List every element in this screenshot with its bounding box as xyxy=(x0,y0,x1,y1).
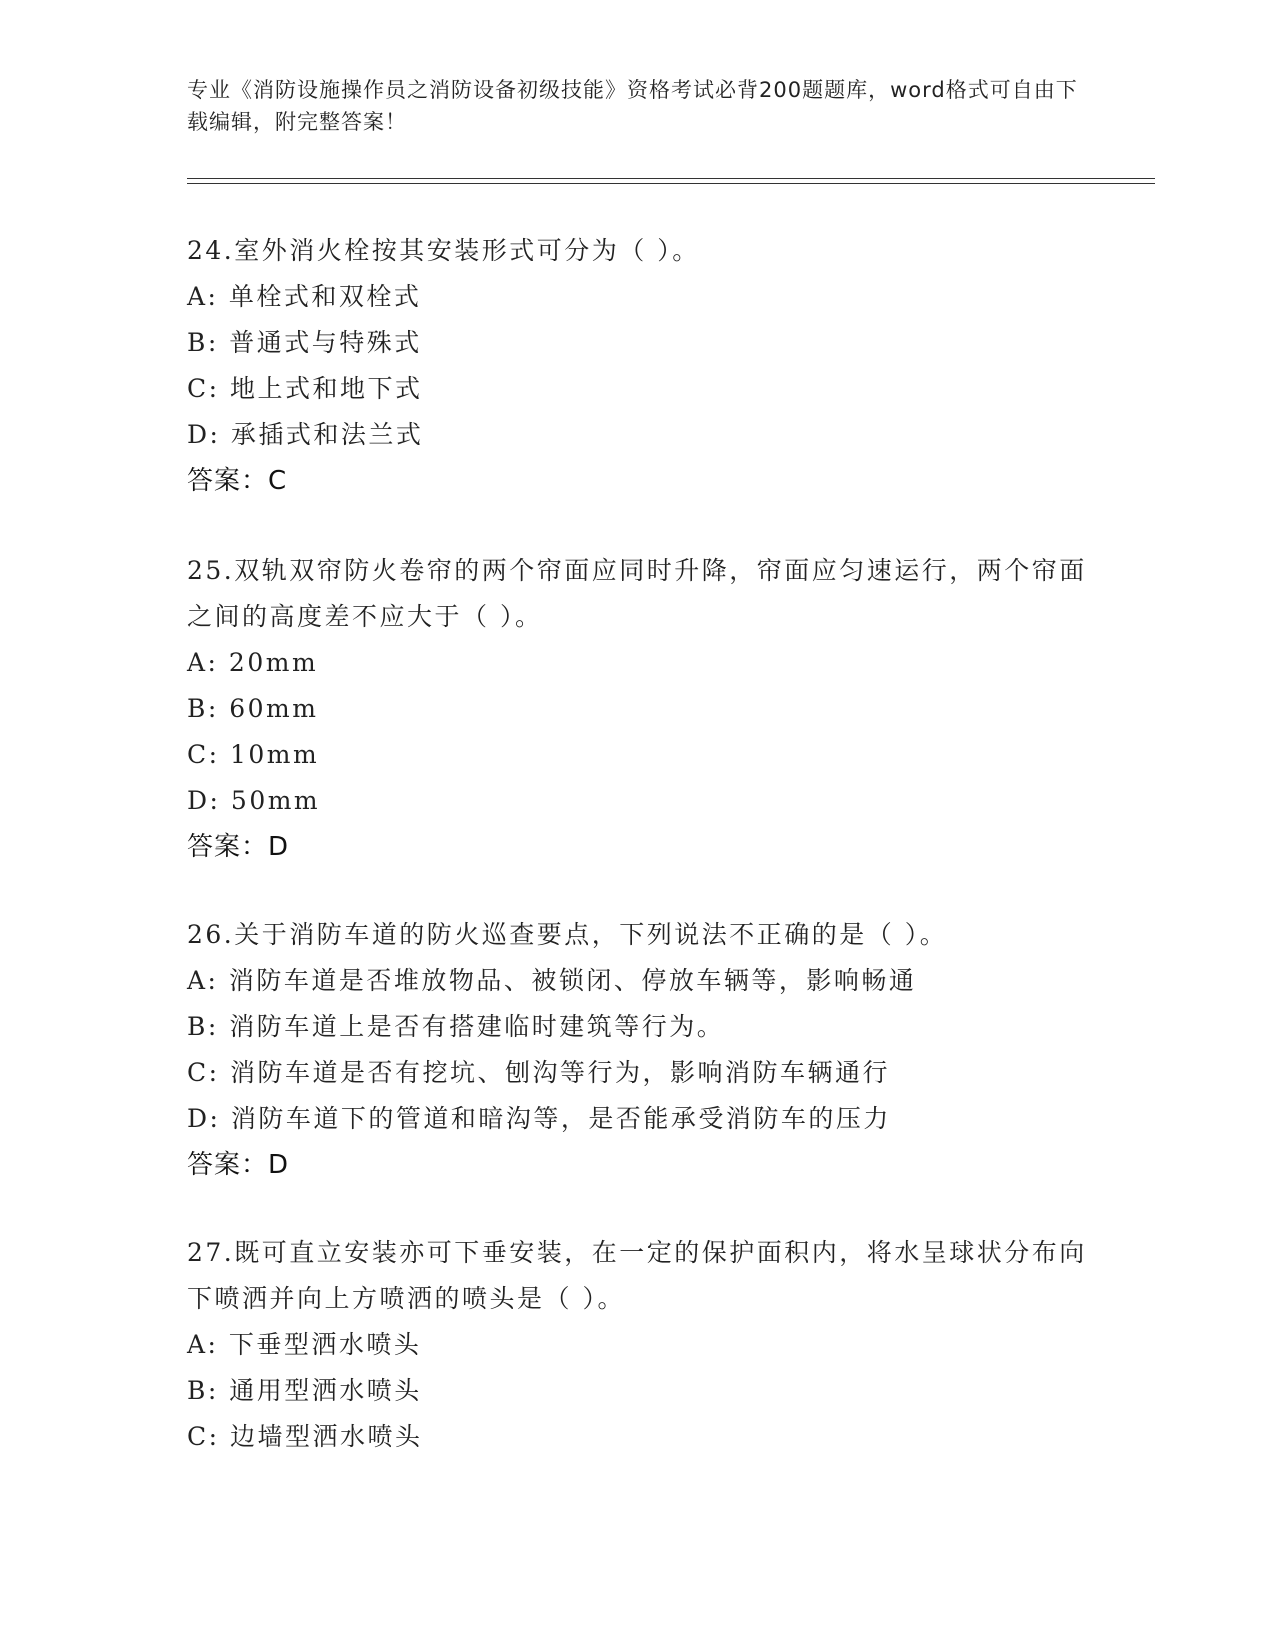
option-d: D: 消防车道下的管道和暗沟等，是否能承受消防车的压力 xyxy=(187,1104,891,1133)
option-c: C: 边墙型洒水喷头 xyxy=(187,1422,423,1451)
header-rule-bottom xyxy=(187,183,1155,184)
option-a: A: 下垂型洒水喷头 xyxy=(187,1330,422,1359)
question-25 xyxy=(187,548,1087,870)
option-a: A: 消防车道是否堆放物品、被锁闭、停放车辆等，影响畅通 xyxy=(187,966,917,995)
question-24 xyxy=(187,228,1087,504)
answer-label: 答案：C xyxy=(187,466,288,496)
answer-label: 答案：D xyxy=(187,832,290,862)
option-b: B: 消防车道上是否有搭建临时建筑等行为。 xyxy=(187,1012,725,1041)
option-a: A: 20mm xyxy=(187,648,319,677)
answer-label: 答案：D xyxy=(187,1150,290,1180)
question-stem: 25.双轨双帘防火卷帘的两个帘面应同时升降，帘面应匀速运行，两个帘面之间的高度差不应大于（ ）。 xyxy=(187,556,1087,631)
document-header: 专业《消防设施操作员之消防设备初级技能》资格考试必背200题题库，word格式可自由下载编辑，附完整答案！ xyxy=(187,78,1078,134)
option-c: C: 地上式和地下式 xyxy=(187,374,423,403)
question-26 xyxy=(187,912,1087,1188)
question-stem: 24.室外消火栓按其安装形式可分为（ ）。 xyxy=(187,236,700,265)
option-d: D: 50mm xyxy=(187,786,321,815)
option-b: B: 普通式与特殊式 xyxy=(187,328,422,357)
option-a: A: 单栓式和双栓式 xyxy=(187,282,422,311)
option-c: C: 10mm xyxy=(187,740,320,769)
option-d: D: 承插式和法兰式 xyxy=(187,420,424,449)
option-b: B: 60mm xyxy=(187,694,319,723)
question-stem: 27.既可直立安装亦可下垂安装，在一定的保护面积内，将水呈球状分布向下喷洒并向上方喷洒的喷头是（ ）。 xyxy=(187,1238,1087,1313)
header-rule-top xyxy=(187,178,1155,179)
question-27 xyxy=(187,1230,1087,1460)
question-stem: 26.关于消防车道的防火巡查要点，下列说法不正确的是（ ）。 xyxy=(187,920,948,949)
option-c: C: 消防车道是否有挖坑、刨沟等行为，影响消防车辆通行 xyxy=(187,1058,891,1087)
option-b: B: 通用型洒水喷头 xyxy=(187,1376,422,1405)
